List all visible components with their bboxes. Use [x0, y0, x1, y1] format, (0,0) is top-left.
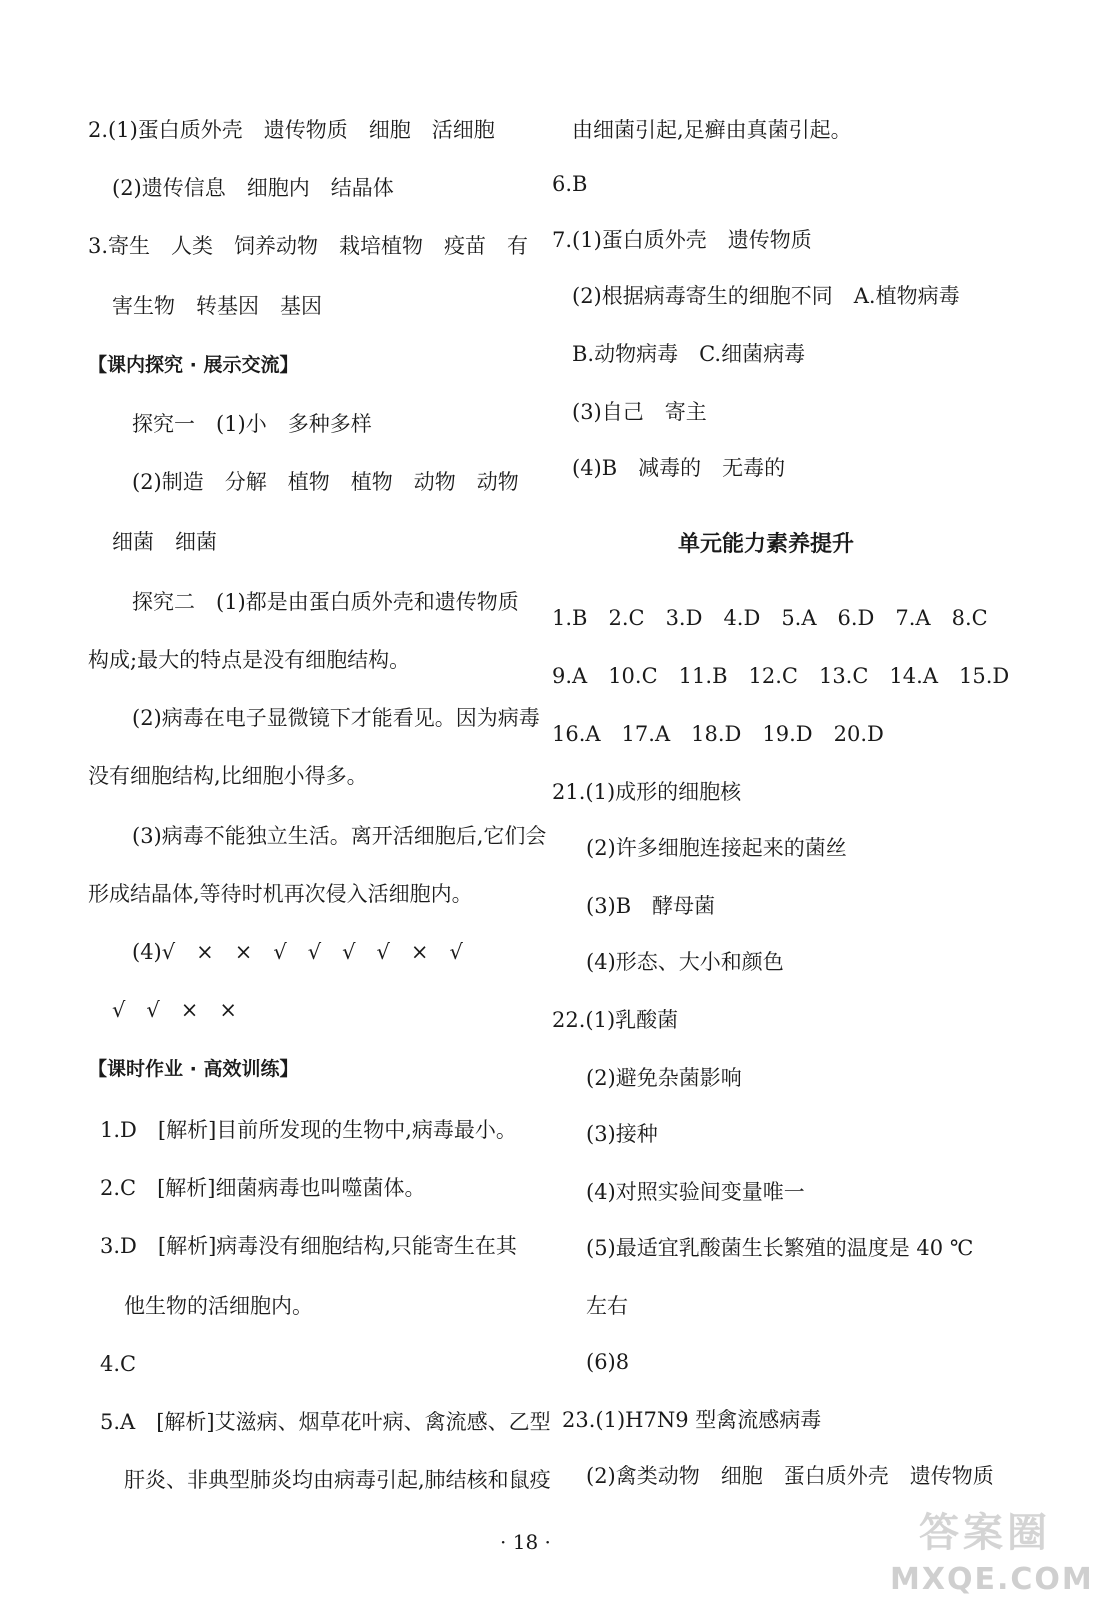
answer-line: 2.C [解析]细菌病毒也叫噬菌体。 [100, 1176, 426, 1200]
answer-line: 3.寄生 人类 饲养动物 栽培植物 疫苗 有 [88, 234, 529, 258]
answer-line: (6)8 [586, 1350, 630, 1374]
answer-line: 5.A [解析]艾滋病、烟草花叶病、禽流感、乙型 [100, 1410, 551, 1434]
answer-line: (2)根据病毒寄生的细胞不同 A.植物病毒 [572, 284, 960, 308]
answer-line: (5)最适宜乳酸菌生长繁殖的温度是 40 ℃ [586, 1236, 974, 1260]
answer-line: 22.(1)乳酸菌 [552, 1008, 679, 1032]
answer-line: 探究二 (1)都是由蛋白质外壳和遗传物质 [132, 590, 519, 614]
section-header: 【课内探究 · 展示交流】 [88, 354, 299, 376]
answer-line: 肝炎、非典型肺炎均由病毒引起,肺结核和鼠疫 [124, 1468, 551, 1492]
answer-line: (2)制造 分解 植物 植物 动物 动物 [132, 470, 519, 494]
answer-line: 3.D [解析]病毒没有细胞结构,只能寄生在其 [100, 1234, 517, 1258]
answer-line: 1.D [解析]目前所发现的生物中,病毒最小。 [100, 1118, 517, 1142]
answer-line: (2)避免杂菌影响 [586, 1066, 742, 1090]
answer-line: (3)B 酵母菌 [586, 894, 716, 918]
answer-line: 7.(1)蛋白质外壳 遗传物质 [552, 228, 812, 252]
answer-line: 4.C [100, 1352, 137, 1376]
answer-line: (3)接种 [586, 1122, 658, 1146]
answer-line: 构成;最大的特点是没有细胞结构。 [88, 648, 411, 672]
answer-line: B.动物病毒 C.细菌病毒 [572, 342, 806, 366]
answer-line: 9.A 10.C 11.B 12.C 13.C 14.A 15.D [552, 664, 1010, 688]
answer-line: (4)对照实验间变量唯一 [586, 1180, 805, 1204]
section-title: 单元能力素养提升 [678, 532, 855, 557]
answer-line: (2)遗传信息 细胞内 结晶体 [112, 176, 394, 200]
answer-line: 16.A 17.A 18.D 19.D 20.D [552, 722, 884, 746]
answer-line: 2.(1)蛋白质外壳 遗传物质 细胞 活细胞 [88, 118, 495, 142]
answer-line: 1.B 2.C 3.D 4.D 5.A 6.D 7.A 8.C [552, 606, 988, 630]
answer-line: (4)√ × × √ √ √ √ × √ [132, 940, 463, 964]
page-number: · 18 · [500, 1530, 551, 1554]
answer-line: 他生物的活细胞内。 [124, 1294, 313, 1318]
watermark [890, 1502, 1094, 1597]
answer-line: (3)自己 寄主 [572, 400, 707, 424]
answer-line: √ √ × × [112, 998, 237, 1022]
answer-line: (4)B 减毒的 无毒的 [572, 456, 786, 480]
answer-line: 21.(1)成形的细胞核 [552, 780, 742, 804]
answer-line: 形成结晶体,等待时机再次侵入活细胞内。 [88, 882, 473, 906]
answer-line: 6.B [552, 172, 588, 196]
answer-line: (3)病毒不能独立生活。离开活细胞后,它们会 [132, 824, 547, 848]
answer-line: 23.(1)H7N9 型禽流感病毒 [562, 1408, 822, 1432]
answer-line: 没有细胞结构,比细胞小得多。 [88, 764, 368, 788]
answer-line: 左右 [586, 1294, 628, 1318]
watermark-url: MXQE.COM [890, 1562, 1094, 1597]
answer-line: (2)病毒在电子显微镜下才能看见。因为病毒 [132, 706, 540, 730]
answer-line: 探究一 (1)小 多种多样 [132, 412, 372, 436]
answer-line: (4)形态、大小和颜色 [586, 950, 784, 974]
answer-line: 害生物 转基因 基因 [112, 294, 322, 318]
watermark-logo: 答案圈 [919, 1510, 1051, 1556]
answer-line: 细菌 细菌 [112, 530, 217, 554]
answer-line: (2)禽类动物 细胞 蛋白质外壳 遗传物质 [586, 1464, 994, 1488]
section-header: 【课时作业 · 高效训练】 [88, 1058, 299, 1080]
answer-line: (2)许多细胞连接起来的菌丝 [586, 836, 847, 860]
answer-line: 由细菌引起,足癣由真菌引起。 [572, 118, 852, 142]
